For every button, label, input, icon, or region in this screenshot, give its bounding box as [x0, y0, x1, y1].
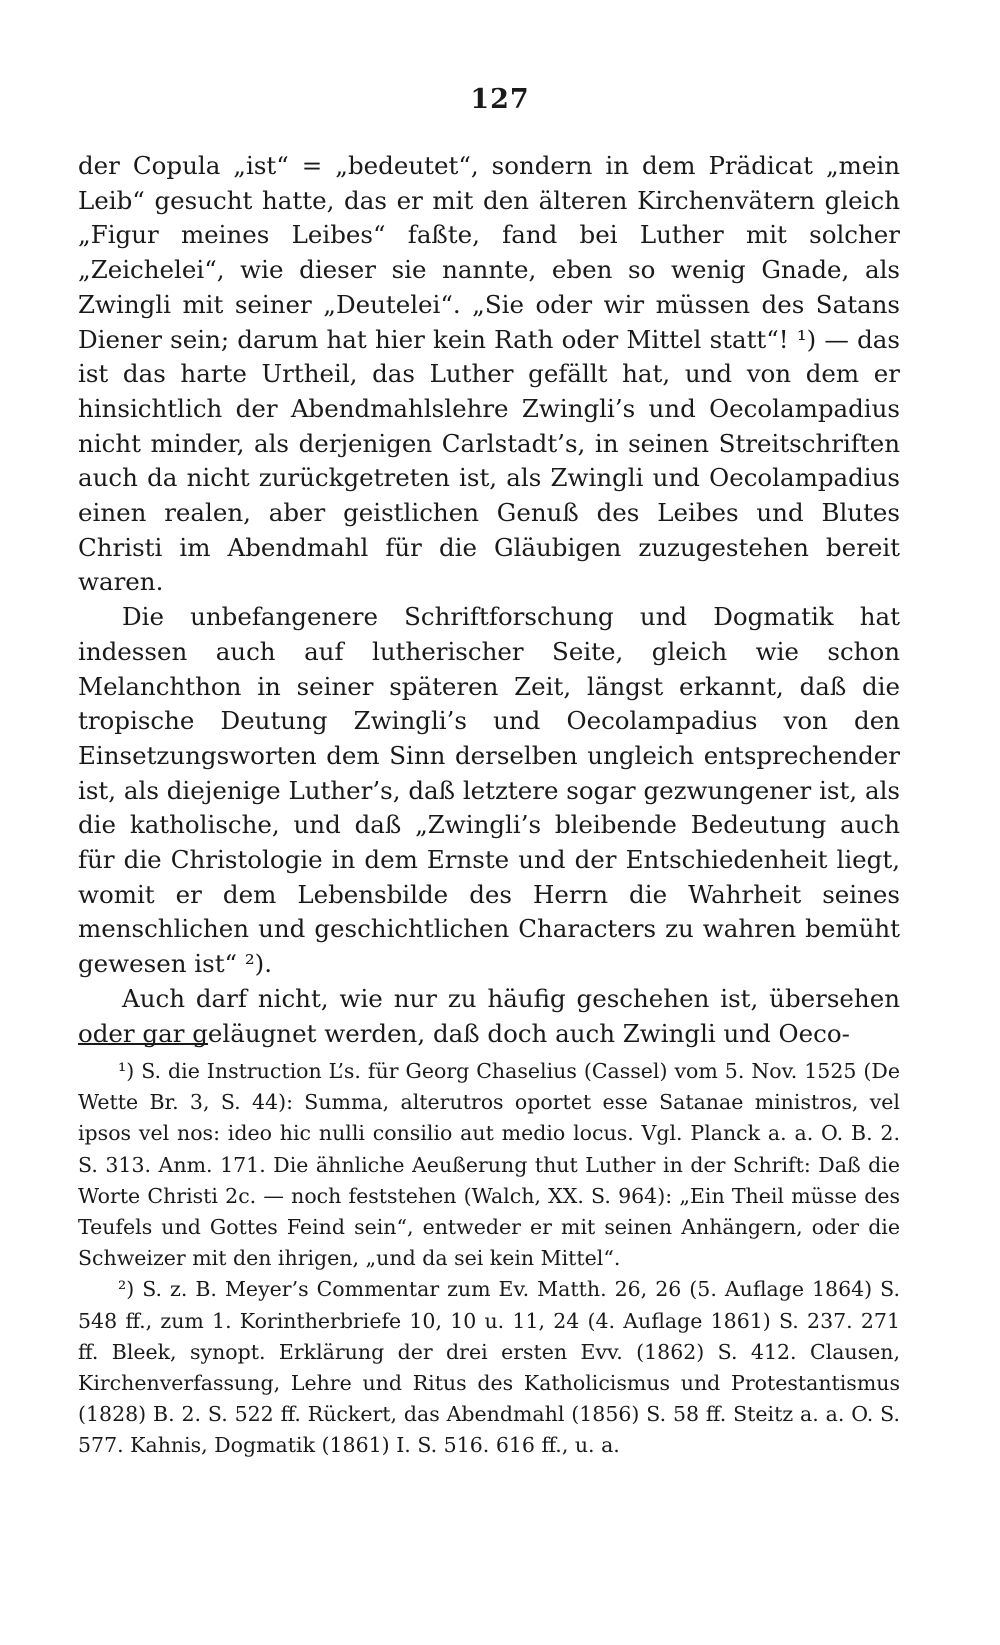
paragraph: Die unbefangenere Schriftforschung und Dogmatik hat indessen auch auf lutherischer Seite, gleich wie schon Melanchthon in seiner späteren Zeit, längst erkannt, daß die tropische Deutung Zwingli’s und Oecolampadius von den Einsetzungsworten dem Sinn derselben ungleich entsprechender ist, als diejenige Luther’s, daß letztere sogar gezwungener ist, als die katholische, und daß „Zwingli’s bleibende Bedeutung auch für die Christologie in dem Ernste und der Entschiedenheit liegt, womit er dem Lebensbilde des Herrn die Wahrheit seines menschlichen und geschichtlichen Characters zu wahren bemüht gewesen ist“ ²). — [78, 602, 900, 979]
footnote-divider — [78, 1043, 208, 1045]
page-number: 127 — [470, 84, 530, 115]
paragraph-continuation: der Copula „ist“ = „bedeutet“, sondern in dem Prädicat „mein Leib“ gesucht hatte, das er mit den älteren Kirchenvätern gleich „Figur meines Leibes“ faßte, fand bei Luther mit solcher „Zeichelei“, wie dieser sie nannte, eben so wenig Gnade, als Zwingli mit seiner „Deutelei“. „Sie oder wir müssen des Satans Diener sein; darum hat hier kein Rath oder Mittel statt“! ¹) — das ist das harte Urtheil, das Luther gefällt hat, und von dem er hinsichtlich der Abendmahlslehre Zwingli’s und Oecolampadius nicht minder, als derjenigen Carlstadt’s, in seinen Streitschriften auch da nicht zurückgetreten ist, als Zwingli und Oecolampadius einen realen, aber geistlichen Genuß des Leibes und Blutes Christi im Abendmahl für die Gläubigen zuzugestehen bereit waren. — [78, 151, 900, 597]
footnotes — [78, 1056, 900, 1462]
footnote-2: ²) S. z. B. Meyer’s Commentar zum Ev. Matth. 26, 26 (5. Auflage 1864) S. 548 ff., zum 1. Korintherbriefe 10, 10 u. 11, 24 (4. Auflage 1861) S. 237. 271 ff. Bleek, synopt. Erklärung der drei ersten Evv. (1862) S. 412. Clausen, Kirchenverfassung, Lehre und Ritus des Katholicismus und Protestantismus (1828) B. 2. S. 522 ff. Rückert, das Abendmahl (1856) S. 58 ff. Steitz a. a. O. S. 577. Kahnis, Dogmatik (1861) I. S. 516. 616 ff., u. a. — [78, 1277, 900, 1458]
paragraph: Auch darf nicht, wie nur zu häufig geschehen ist, übersehen oder gar geläugnet werden, daß doch auch Zwingli und Oeco- — [78, 983, 900, 1048]
footnote-1: ¹) S. die Instruction L’s. für Georg Chaselius (Cassel) vom 5. Nov. 1525 (De Wette Br. 3, S. 44): Summa, alterutros oportet esse Satanae ministros, vel ipsos vel nos: ideo hic nulli consilio aut medio locus. Vgl. Planck a. a. O. B. 2. S. 313. Anm. 171. Die ähnliche Aeußerung thut Luther in der Schrift: Daß die Worte Christi 2c. — noch feststehen (Walch, XX. S. 964): „Ein Theil müsse des Teufels und Gottes Feind sein“, entweder er mit seinen Anhängern, oder die Schweizer mit den ihrigen, „und da sei kein Mittel“. — [78, 1059, 900, 1271]
body-text — [78, 149, 900, 1051]
